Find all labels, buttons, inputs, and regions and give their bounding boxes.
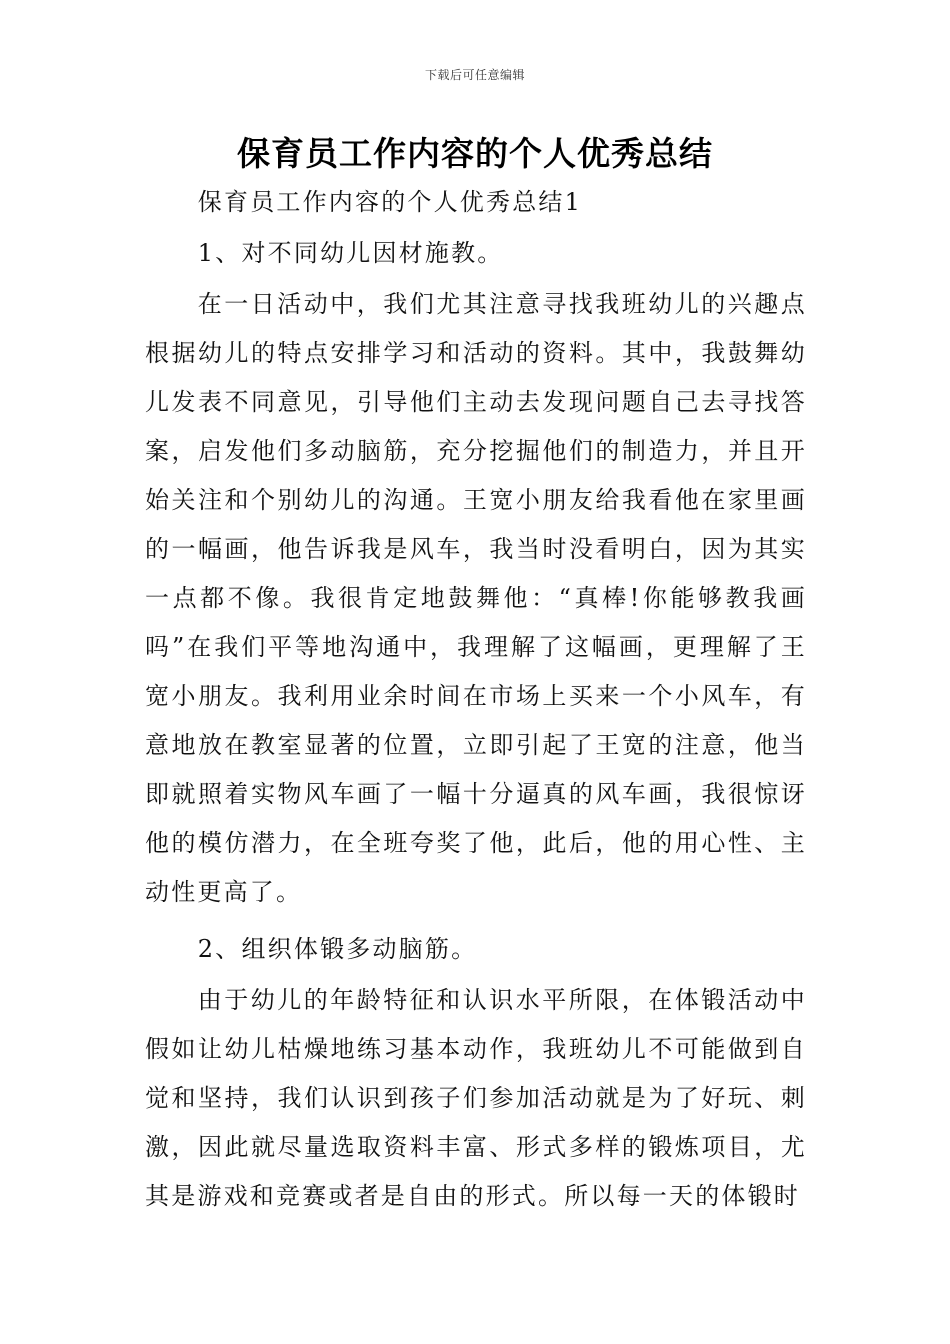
section-1-paragraph: 在一日活动中，我们尤其注意寻找我班幼儿的兴趣点根据幼儿的特点安排学习和活动的资料。其中，我鼓舞幼儿发表不同意见，引导他们主动去发现问题自己去寻找答案，启发他们多动脑筋，充分挖掘他们的制造力，并且开始关注和个别幼儿的沟通。王宽小朋友给我看他在家里画的一幅画，他告诉我是风车，我当时没看明白，因为其实一点都不像。我很肯定地鼓舞他：“真棒!你能够教我画吗”在我们平等地沟通中，我理解了这幅画，更理解了王宽小朋友。我利用业余时间在市场上买来一个小风车，有意地放在教室显著的位置，立即引起了王宽的注意，他当即就照着实物风车画了一幅十分逼真的风车画，我很惊讶他的模仿潜力，在全班夸奖了他，此后，他的用心性、主动性更高了。 [145,290,807,906]
document-title: 保育员工作内容的个人优秀总结 [237,134,713,173]
document-subtitle: 保育员工作内容的个人优秀总结1 [197,188,583,216]
section-2-paragraph: 由于幼儿的年龄特征和认识水平所限，在体锻活动中假如让幼儿枯燥地练习基本动作，我班幼儿不可能做到自觉和坚持，我们认识到孩子们参加活动就是为了好玩、刺激，因此就尽量选取资料丰富、形式多样的锻炼项目，尤其是游戏和竞赛或者是自由的形式。所以每一天的体锻时 [145,986,807,1210]
section-2-heading: 2、组织体锻多动脑筋。 [197,935,478,963]
document-body [145,178,807,1229]
section-1-heading: 1、对不同幼儿因材施教。 [197,239,504,267]
header-note: 下载后可任意编辑 [424,68,525,82]
